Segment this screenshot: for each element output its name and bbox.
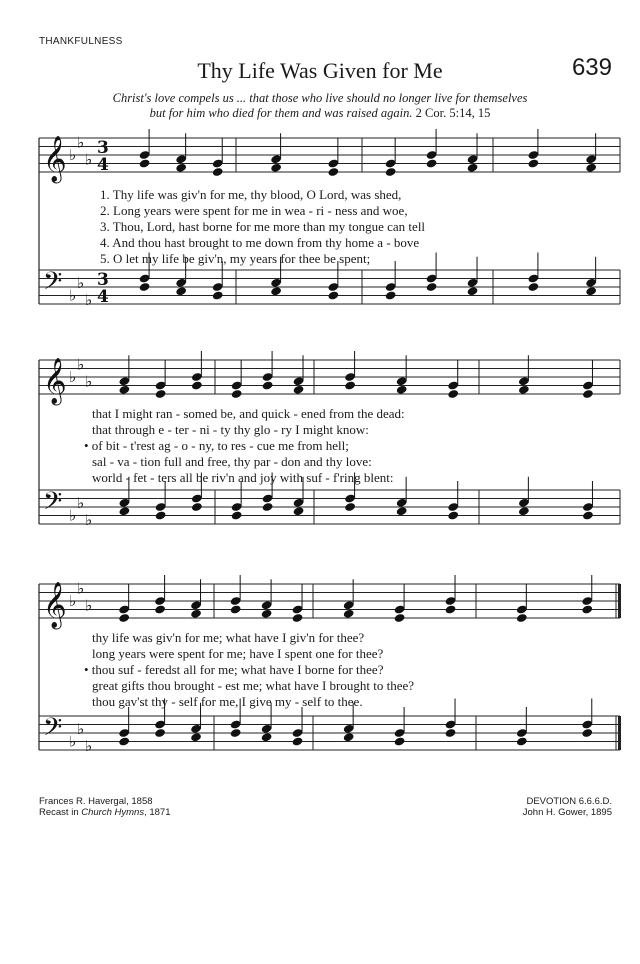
- flat-sign: ♭: [77, 493, 85, 512]
- epigraph-line-1: Christ's love compels us ... that those who live should no longer live for themselves: [112, 91, 528, 105]
- flat-sign: ♭: [69, 506, 77, 525]
- notehead: [230, 604, 242, 614]
- notehead: [385, 167, 397, 177]
- notehead: [190, 609, 202, 619]
- flat-sign: ♭: [69, 146, 77, 164]
- lyric-line: thy life was giv'n for me; what have I giv'n for thee?: [92, 630, 365, 645]
- bass-clef: 𝄢: [43, 487, 63, 522]
- treble-clef: 𝄞: [43, 136, 67, 182]
- notehead: [581, 604, 593, 614]
- notehead: [230, 728, 242, 738]
- notehead: [231, 389, 243, 399]
- scripture-reference: 2 Cor. 5:14, 15: [415, 106, 491, 120]
- notehead: [518, 506, 530, 516]
- flat-sign: ♭: [85, 150, 93, 169]
- flat-sign: ♭: [69, 286, 77, 305]
- notehead: [292, 613, 304, 623]
- section-heading: THANKFULNESS: [39, 36, 123, 47]
- notehead: [394, 736, 406, 746]
- notehead: [175, 286, 187, 296]
- notehead: [327, 290, 339, 300]
- flat-sign: ♭: [77, 579, 85, 598]
- bass-clef: 𝄢: [43, 713, 63, 748]
- notehead: [344, 502, 356, 512]
- notehead: [191, 502, 203, 512]
- notehead: [293, 506, 305, 516]
- notehead: [118, 613, 130, 623]
- notehead: [270, 163, 282, 173]
- flat-sign: ♭: [77, 355, 85, 374]
- lyric-line: that through e - ter - ni - ty thy glo - ry I might know:: [92, 422, 369, 437]
- notehead: [396, 385, 408, 395]
- author-credit: Frances R. Havergal, 1858: [39, 796, 153, 807]
- notehead: [394, 613, 406, 623]
- flat-sign: ♭: [85, 290, 93, 309]
- lyric-line: 2. Long years were spent for me in wea - ri - ness and woe,: [100, 203, 408, 218]
- notehead: [175, 163, 187, 173]
- flat-sign: ♭: [69, 368, 77, 386]
- final-barline-thick: [618, 584, 621, 618]
- lyric-line: 1. Thy life was giv'n for me, thy blood, O Lord, was shed,: [100, 187, 402, 202]
- notehead: [447, 389, 459, 399]
- time-signature-digit: 3: [97, 138, 109, 158]
- notehead: [231, 510, 243, 520]
- recast-prefix: Recast in: [39, 807, 79, 818]
- notehead: [527, 282, 539, 292]
- flat-sign: ♭: [77, 133, 85, 152]
- notehead: [516, 736, 528, 746]
- notehead: [396, 506, 408, 516]
- recast-source: Church Hymns: [81, 807, 145, 818]
- treble-clef: 𝄞: [43, 358, 67, 404]
- notehead: [467, 286, 479, 296]
- flat-sign: ♭: [85, 596, 93, 615]
- flat-sign: ♭: [77, 273, 85, 292]
- epigraph-text: but for him who died for them and was raised again.: [149, 106, 413, 120]
- notehead: [467, 163, 479, 173]
- notehead: [155, 389, 167, 399]
- notehead: [191, 380, 203, 390]
- recast-credit: [39, 807, 171, 818]
- flat-sign: ♭: [85, 372, 93, 391]
- recast-year: , 1871: [144, 807, 171, 818]
- notehead: [518, 385, 530, 395]
- notehead: [516, 613, 528, 623]
- text-credits: [39, 796, 171, 818]
- lyric-line: long years were spent for me; have I spent one for thee?: [92, 646, 384, 661]
- notehead: [426, 158, 438, 168]
- lyric-line: great gifts thou brought - est me; what have I brought to thee?: [92, 678, 415, 693]
- notehead: [118, 736, 130, 746]
- notehead: [154, 728, 166, 738]
- notehead: [343, 609, 355, 619]
- notehead: [118, 506, 130, 516]
- notehead: [261, 732, 273, 742]
- flat-sign: ♭: [77, 719, 85, 738]
- tune-name: DEVOTION 6.6.6.D.: [526, 796, 612, 807]
- notehead: [154, 604, 166, 614]
- notehead: [139, 282, 151, 292]
- notehead: [343, 732, 355, 742]
- notehead: [190, 732, 202, 742]
- notehead: [261, 609, 273, 619]
- notehead: [262, 380, 274, 390]
- notehead: [327, 167, 339, 177]
- notehead: [445, 604, 457, 614]
- bass-clef: 𝄢: [43, 267, 63, 302]
- flat-sign: ♭: [85, 736, 93, 755]
- lyric-line: world - fet - ters all be riv'n and joy with suf - f'ring blent:: [92, 470, 394, 485]
- composer-credit: John H. Gower, 1895: [522, 807, 612, 818]
- notehead: [293, 385, 305, 395]
- treble-clef: 𝄞: [43, 582, 67, 628]
- lyric-line: • thou suf - feredst all for me; what have I borne for thee?: [84, 662, 384, 677]
- lyric-line: sal - va - tion full and free, thy par - don and thy love:: [92, 454, 372, 469]
- flat-sign: ♭: [69, 732, 77, 751]
- time-signature-digit: 3: [97, 270, 109, 290]
- notehead: [582, 389, 594, 399]
- notehead: [292, 736, 304, 746]
- flat-sign: ♭: [69, 592, 77, 610]
- notehead: [585, 163, 597, 173]
- lyric-line: 5. O let my life be giv'n, my years for thee be spent;: [100, 251, 371, 266]
- notehead: [118, 385, 130, 395]
- notehead: [582, 510, 594, 520]
- notehead: [447, 510, 459, 520]
- tune-credits: [523, 796, 612, 818]
- flat-sign: ♭: [85, 510, 93, 529]
- notehead: [212, 167, 224, 177]
- notehead: [527, 158, 539, 168]
- notehead: [585, 286, 597, 296]
- lyric-line: thou gav'st thy - self for me, I give my - self to thee.: [92, 694, 363, 709]
- lyric-line: 3. Thou, Lord, hast borne for me more than my tongue can tell: [100, 219, 426, 234]
- time-signature-digit: 4: [97, 287, 109, 307]
- hymn-number: 639: [571, 54, 612, 81]
- lyric-line: • of bit - t'rest ag - o - ny, to res - cue me from hell;: [84, 438, 349, 453]
- time-signature-digit: 4: [97, 155, 109, 175]
- notehead: [262, 502, 274, 512]
- notehead: [344, 380, 356, 390]
- notehead: [155, 510, 167, 520]
- notehead: [139, 158, 151, 168]
- notehead: [426, 282, 438, 292]
- lyric-line: that I might ran - somed be, and quick - ened from the dead:: [92, 406, 405, 421]
- notehead: [445, 728, 457, 738]
- notehead: [212, 290, 224, 300]
- notehead: [581, 728, 593, 738]
- notehead: [385, 290, 397, 300]
- hymn-title: Thy Life Was Given for Me: [197, 58, 443, 83]
- notehead: [270, 286, 282, 296]
- final-barline-thick: [618, 716, 621, 750]
- lyric-line: 4. And thou hast brought to me down from thy home a - bove: [100, 235, 420, 250]
